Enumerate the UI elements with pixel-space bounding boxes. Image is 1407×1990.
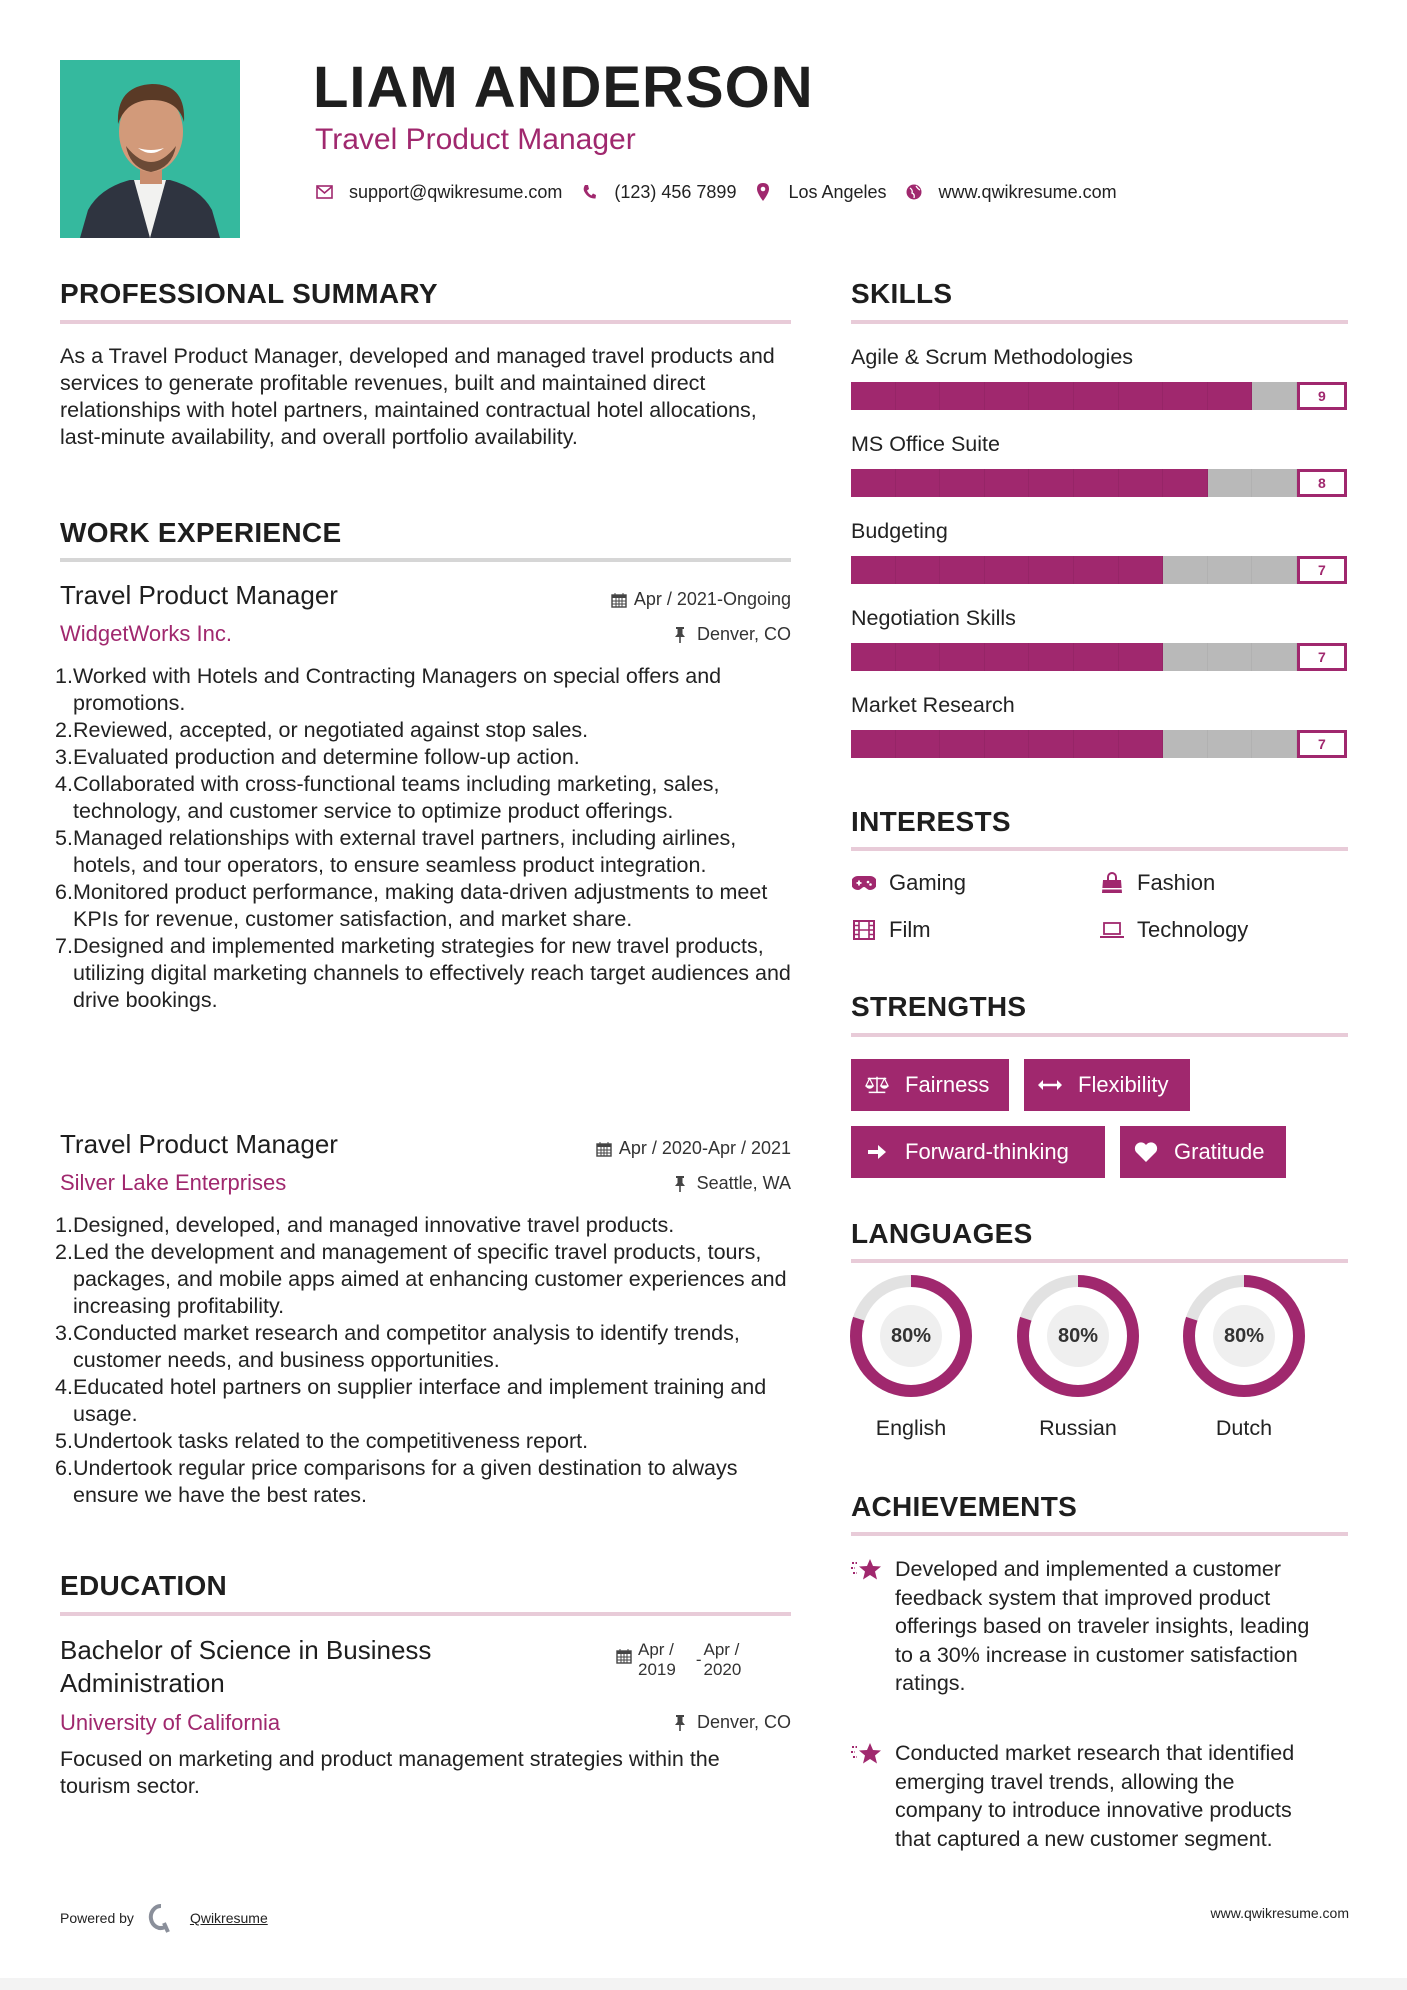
strength-badge: Flexibility <box>1024 1059 1190 1111</box>
language-label: Russian <box>1039 1416 1117 1440</box>
qwikresume-link[interactable]: Qwikresume <box>189 1910 268 1926</box>
balance-scale-icon <box>865 1074 889 1096</box>
language-item <box>849 1274 973 1441</box>
skill-rating-bar <box>851 469 1348 497</box>
school-name: University of California <box>60 1710 281 1735</box>
skill-rating-bar <box>851 730 1348 758</box>
candidate-name: LIAM ANDERSON <box>313 55 814 120</box>
education-description: Focused on marketing and product management strategies within the tourism sector. <box>60 1747 720 1798</box>
job-dates-text: Apr / 2020-Apr / 2021 <box>618 1138 791 1158</box>
education-location <box>674 1712 791 1733</box>
film-icon <box>851 919 877 941</box>
language-item <box>1182 1274 1306 1441</box>
language-percent: 80% <box>1057 1324 1099 1347</box>
job-dates <box>611 589 791 610</box>
company-name: Silver Lake Enterprises <box>60 1170 287 1195</box>
education-location-text: Denver, CO <box>696 1712 791 1732</box>
language-progress-ring <box>1182 1274 1306 1398</box>
strengths-divider <box>851 1033 1348 1037</box>
job-dates <box>596 1138 791 1159</box>
calendar-icon <box>596 1141 612 1157</box>
list-item: 4. Collaborated with cross-functional teams including marketing, sales, technology, and customer service to optimize product offerings. <box>55 772 720 823</box>
shopping-bag-icon <box>1099 872 1125 894</box>
arrow-right-icon <box>865 1141 889 1163</box>
language-percent: 80% <box>1223 1324 1265 1347</box>
language-percent: 80% <box>890 1324 932 1347</box>
experience-divider <box>60 558 791 562</box>
heart-icon <box>1134 1141 1158 1163</box>
list-item: 6. Undertook regular price comparisons for a given destination to always ensure we have the best rates. <box>55 1456 738 1507</box>
list-item: 6. Monitored product performance, making data-driven adjustments to meet KPIs for revenue, customer satisfaction, and market share. <box>55 880 768 931</box>
summary-text: As a Travel Product Manager, developed and managed travel products and services to generate profitable revenues, built and maintained direct relationships with hotel partners, maintained contractual hotel allocations, last-minute availability, and overall portfolio availability. <box>60 344 775 449</box>
summary-divider <box>60 320 791 324</box>
experience-heading: WORK EXPERIENCE <box>60 517 342 548</box>
contact-row <box>315 179 1135 205</box>
list-item: 1. Worked with Hotels and Contracting Managers on special offers and promotions. <box>55 664 722 715</box>
calendar-icon <box>616 1648 632 1664</box>
job-dates-text: Apr / 2021-Ongoing <box>633 589 791 609</box>
skills-divider <box>851 320 1348 324</box>
footer-powered-by: Powered by Qwikresume <box>60 1903 268 1933</box>
job-responsibilities <box>55 663 795 1014</box>
list-item: 3. Evaluated production and determine follow-up action. <box>55 745 580 769</box>
contact-email[interactable]: support@qwikresume.com <box>349 181 563 202</box>
phone-icon <box>580 183 598 201</box>
list-item: 2. Led the development and management of specific travel products, tours, packages, and mobile apps aimed at enhancing customer experiences and increasing profitability. <box>55 1240 787 1318</box>
education-divider <box>60 1612 791 1616</box>
skill-label: Agile & Scrum Methodologies <box>851 345 1134 369</box>
skill-label: Budgeting <box>851 519 948 543</box>
shooting-star-icon <box>851 1739 895 1853</box>
job-responsibilities <box>55 1212 795 1509</box>
list-item: 5. Managed relationships with external travel partners, including airlines, hotels, and tour operators, to ensure seamless product integration. <box>55 826 737 877</box>
map-pin-icon <box>754 183 772 201</box>
skill-rating-bar <box>851 382 1348 410</box>
footer-website-link[interactable]: www.qwikresume.com <box>1210 1905 1349 1921</box>
languages-heading: LANGUAGES <box>851 1218 1033 1249</box>
job-location <box>674 624 791 645</box>
achievement-item: Developed and implemented a customer feedback system that improved product offerings based on traveler insights, leading to a 30% increase in customer satisfaction ratings. <box>851 1555 1348 1698</box>
contact-phone[interactable]: (123) 456 7899 <box>614 181 737 202</box>
calendar-icon <box>611 592 627 608</box>
qwikresume-logo-icon <box>148 1903 174 1933</box>
contact-website[interactable]: www.qwikresume.com <box>938 181 1117 202</box>
skill-label: Market Research <box>851 693 1015 717</box>
list-item: 7. Designed and implemented marketing strategies for new travel products, utilizing digital marketing channels to effectively reach target audiences and drive bookings. <box>55 934 791 1012</box>
skill-score: 9 <box>1297 382 1347 410</box>
pushpin-icon <box>674 1715 690 1731</box>
languages-divider <box>851 1259 1348 1263</box>
shooting-star-icon <box>851 1555 895 1698</box>
job-title: Travel Product Manager <box>60 580 338 610</box>
page-bottom-edge <box>0 1978 1407 1990</box>
interest-item: Fashion <box>1099 870 1215 896</box>
achievement-item: Conducted market research that identified emerging travel trends, allowing the company to introduce innovative products that captured a new customer segment. <box>851 1739 1348 1853</box>
strength-badge: Forward-thinking <box>851 1126 1105 1178</box>
pushpin-icon <box>674 627 690 643</box>
interest-item: Film <box>851 917 931 943</box>
achievements-divider <box>851 1532 1348 1536</box>
interest-item: Technology <box>1099 917 1248 943</box>
envelope-icon <box>315 183 333 201</box>
language-label: English <box>875 1416 947 1440</box>
summary-heading: PROFESSIONAL SUMMARY <box>60 278 438 309</box>
laptop-icon <box>1099 919 1125 941</box>
list-item: 1. Designed, developed, and managed innovative travel products. <box>55 1213 675 1237</box>
strengths-heading: STRENGTHS <box>851 991 1027 1022</box>
globe-icon <box>905 183 923 201</box>
skill-rating-bar <box>851 556 1348 584</box>
language-label: Dutch <box>1215 1416 1273 1440</box>
person-portrait-icon <box>60 60 240 238</box>
pushpin-icon <box>674 1176 690 1192</box>
list-item: 2. Reviewed, accepted, or negotiated against stop sales. <box>55 718 589 742</box>
job-location-text: Seattle, WA <box>696 1173 791 1193</box>
contact-location: Los Angeles <box>788 181 887 202</box>
language-progress-ring <box>849 1274 973 1398</box>
skills-heading: SKILLS <box>851 278 953 309</box>
language-progress-ring <box>1016 1274 1140 1398</box>
skill-score: 7 <box>1297 643 1347 671</box>
gamepad-icon <box>851 872 877 894</box>
skill-score: 8 <box>1297 469 1347 497</box>
company-name: WidgetWorks Inc. <box>60 621 232 646</box>
arrows-horizontal-icon <box>1038 1074 1062 1096</box>
list-item: 5. Undertook tasks related to the competitiveness report. <box>55 1429 589 1453</box>
language-item <box>1016 1274 1140 1441</box>
interests-divider <box>851 847 1348 851</box>
degree-title: Bachelor of Science in Business Administration <box>60 1635 432 1698</box>
interests-heading: INTERESTS <box>851 806 1011 837</box>
interest-item: Gaming <box>851 870 966 896</box>
skill-label: Negotiation Skills <box>851 606 1016 630</box>
achievements-heading: ACHIEVEMENTS <box>851 1491 1078 1522</box>
job-location-text: Denver, CO <box>696 624 791 644</box>
skill-score: 7 <box>1297 556 1347 584</box>
skill-label: MS Office Suite <box>851 432 1000 456</box>
job-location <box>674 1173 791 1194</box>
list-item: 3. Conducted market research and competitor analysis to identify trends, customer needs, and business opportunities. <box>55 1321 740 1372</box>
skill-score: 7 <box>1297 730 1347 758</box>
strength-badge: Gratitude <box>1120 1126 1286 1178</box>
list-item: 4. Educated hotel partners on supplier interface and implement training and usage. <box>55 1375 767 1426</box>
job-title: Travel Product Manager <box>60 1129 338 1159</box>
skill-rating-bar <box>851 643 1348 671</box>
education-heading: EDUCATION <box>60 1570 228 1601</box>
profile-photo <box>60 60 240 238</box>
strength-badge: Fairness <box>851 1059 1009 1111</box>
candidate-title: Travel Product Manager <box>315 123 636 156</box>
education-dates: Apr / 2019 - Apr / 2020 <box>616 1640 741 1680</box>
